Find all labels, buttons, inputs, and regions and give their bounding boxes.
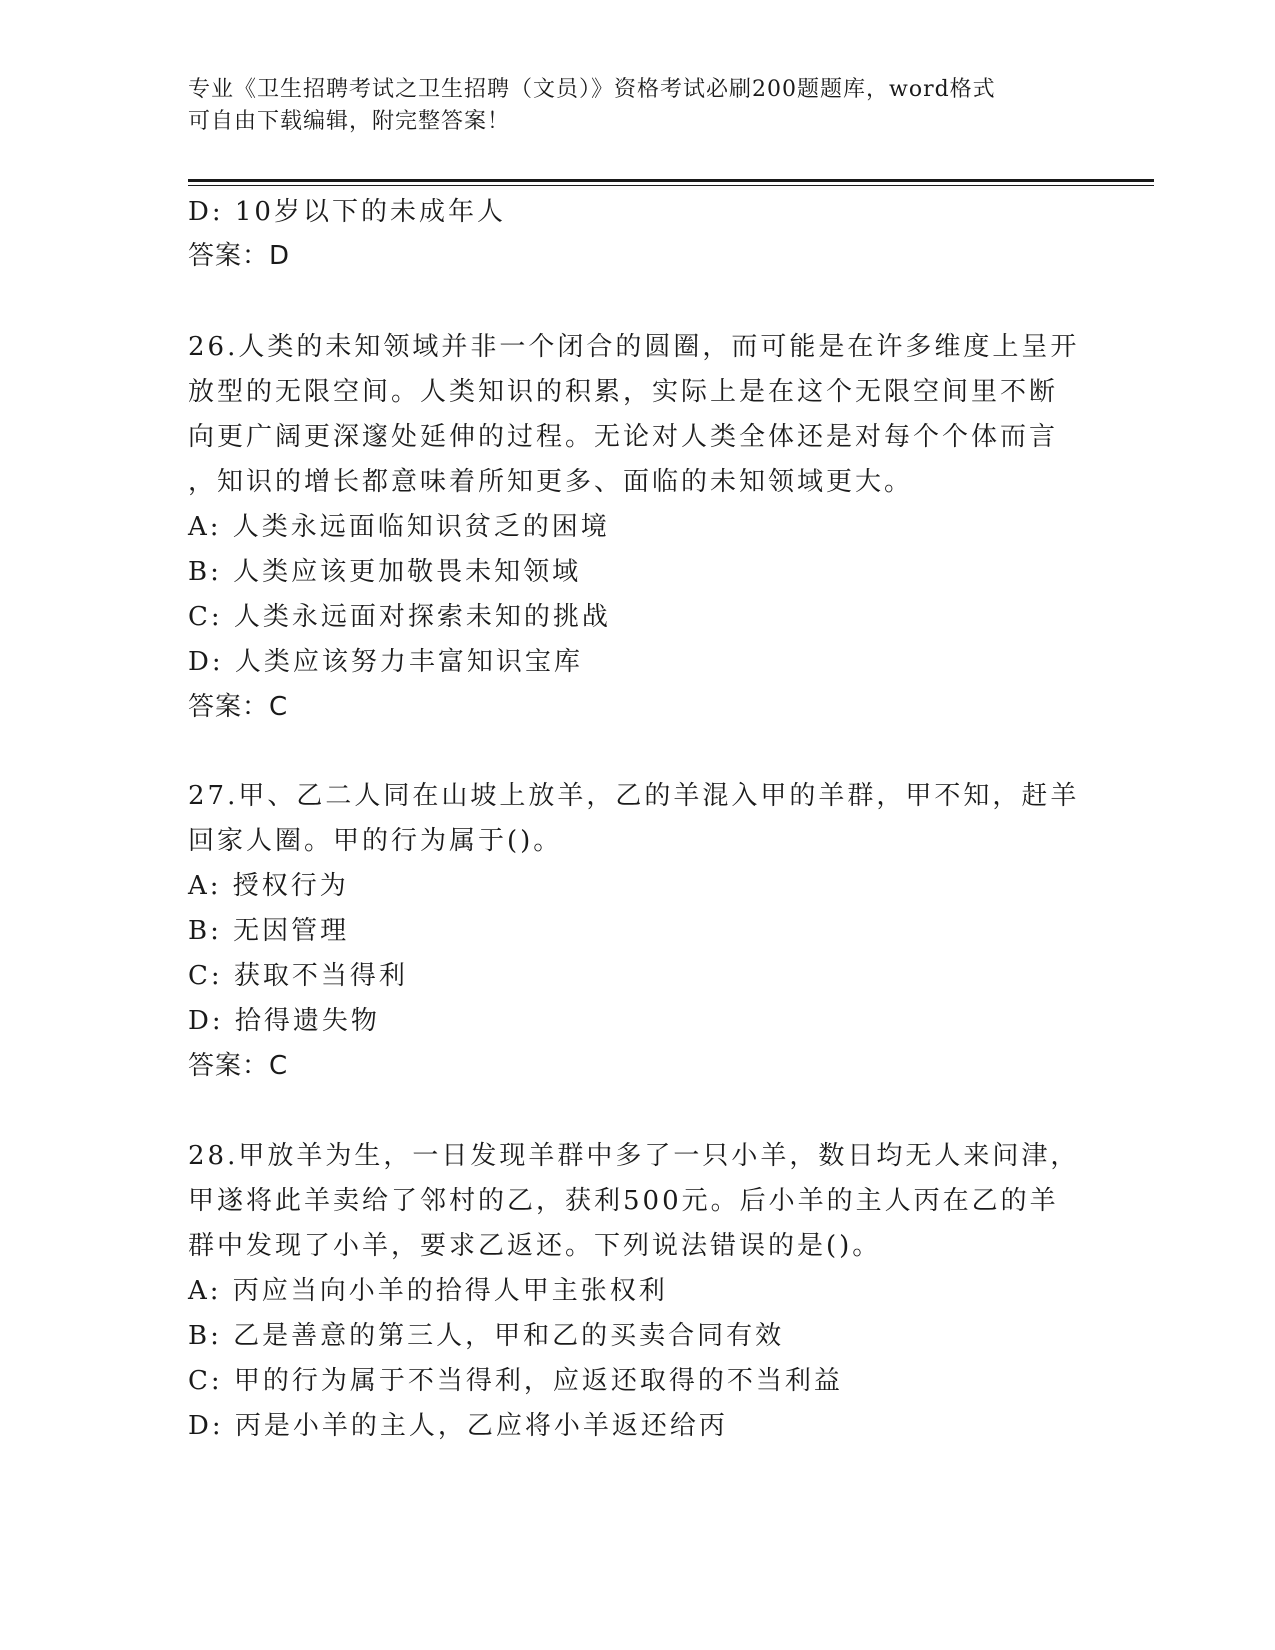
q28-option-c: C: 甲的行为属于不当得利，应返还取得的不当利益 xyxy=(188,1366,843,1396)
header-divider-thin xyxy=(188,185,1154,186)
q27-option-d: D: 拾得遗失物 xyxy=(188,1006,380,1036)
q26-stem-line-3: 向更广阔更深邃处延伸的过程。无论对人类全体还是对每个个体而言 xyxy=(188,422,1059,452)
q26-stem-line-2: 放型的无限空间。人类知识的积累，实际上是在这个无限空间里不断 xyxy=(188,377,1059,407)
q28-stem-line-2: 甲遂将此羊卖给了邻村的乙，获利500元。后小羊的主人丙在乙的羊 xyxy=(188,1186,1059,1216)
q26-option-c: C: 人类永远面对探索未知的挑战 xyxy=(188,602,611,632)
q28-stem-line-3: 群中发现了小羊，要求乙返还。下列说法错误的是()。 xyxy=(188,1231,882,1261)
document-header xyxy=(188,74,1068,138)
q26-stem-line-1: 26.人类的未知领域并非一个闭合的圆圈，而可能是在许多维度上呈开 xyxy=(188,332,1080,362)
q26-answer: 答案：C xyxy=(188,692,289,722)
q26-option-d: D: 人类应该努力丰富知识宝库 xyxy=(188,647,583,677)
header-line-2: 可自由下载编辑，附完整答案！ xyxy=(188,109,511,134)
q27-option-a: A: 授权行为 xyxy=(188,871,349,901)
q28-option-a: A: 丙应当向小羊的拾得人甲主张权利 xyxy=(188,1276,668,1306)
q28-option-d: D: 丙是小羊的主人，乙应将小羊返还给丙 xyxy=(188,1411,728,1441)
q27-option-c: C: 获取不当得利 xyxy=(188,961,408,991)
q27-answer: 答案：C xyxy=(188,1051,289,1081)
q25-option-d: D: 10岁以下的未成年人 xyxy=(188,197,506,227)
q26-option-a: A: 人类永远面临知识贫乏的困境 xyxy=(188,512,610,542)
q26-stem-line-4: ，知识的增长都意味着所知更多、面临的未知领域更大。 xyxy=(188,467,914,497)
q27-option-b: B: 无因管理 xyxy=(188,916,350,946)
q25-answer: 答案：D xyxy=(188,241,291,271)
q28-option-b: B: 乙是善意的第三人，甲和乙的买卖合同有效 xyxy=(188,1321,785,1351)
q27-stem-line-2: 回家人圈。甲的行为属于()。 xyxy=(188,826,563,856)
header-divider-thick xyxy=(188,179,1154,182)
header-line-1: 专业《卫生招聘考试之卫生招聘（文员）》资格考试必刷200题题库，word格式 xyxy=(188,77,996,102)
q27-stem-line-1: 27.甲、乙二人同在山坡上放羊，乙的羊混入甲的羊群，甲不知，赶羊 xyxy=(188,781,1080,811)
q26-option-b: B: 人类应该更加敬畏未知领域 xyxy=(188,557,582,587)
q28-stem-line-1: 28.甲放羊为生，一日发现羊群中多了一只小羊，数日均无人来问津， xyxy=(188,1141,1080,1171)
